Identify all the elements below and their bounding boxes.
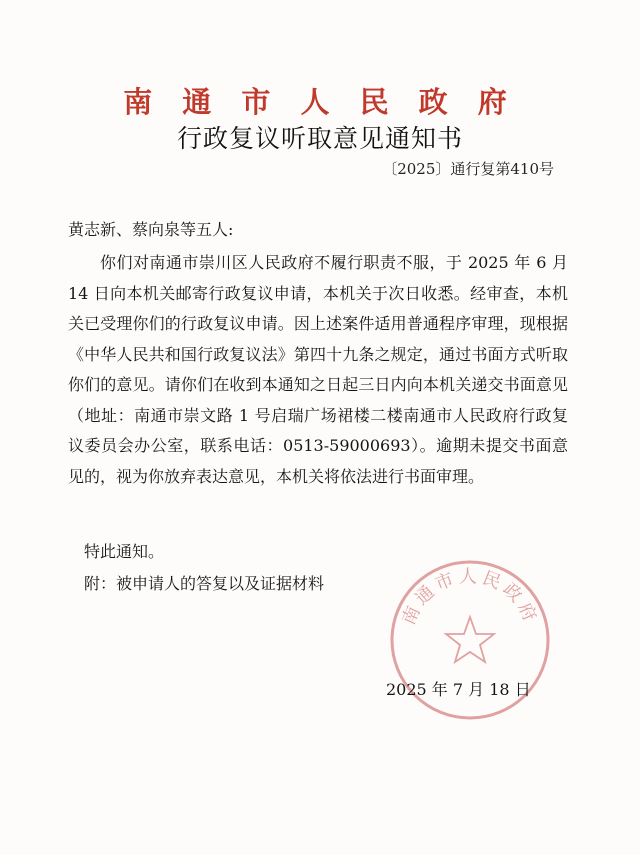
issue-date: 2025 年 7 月 18 日 <box>386 680 531 699</box>
body-paragraph: 你们对南通市崇川区人民政府不履行职责不服，于 2025 年 6 月 14 日向本机关邮寄行政复议申请，本机关于次日收悉。经审查，本机关已受理你们的行政复议申请。因上述案件适用普通程序审理，现根据《中华人民共和国行政复议法》第四十九条之规定，通过书面方式听取你们的意见。请你们在收到本通知之日起三日内向本机关递交书面意见（地址：南通市崇文路 1 号启瑞广场裙楼二楼南通市人民政府行政复议委员会办公室，联系电话：0513-59000693）。逾期未提交书面意见的，视为你放弃表达意见，本机关将依法进行书面审理。 <box>68 253 568 486</box>
closing-line: 特此通知。 <box>84 542 165 561</box>
addressee: 黄志新、蔡向泉等五人: <box>68 220 234 239</box>
attachment-line: 附：被申请人的答复以及证据材料 <box>84 574 325 593</box>
document-title: 行政复议听取意见通知书 <box>176 124 463 153</box>
seal-text: 南通市人民政府 <box>398 566 542 629</box>
document-number: 〔2025〕通行复第410号 <box>382 160 554 178</box>
star-icon <box>446 617 494 662</box>
issuer-title: 南 通 市 人 民 政 府 <box>123 85 517 119</box>
